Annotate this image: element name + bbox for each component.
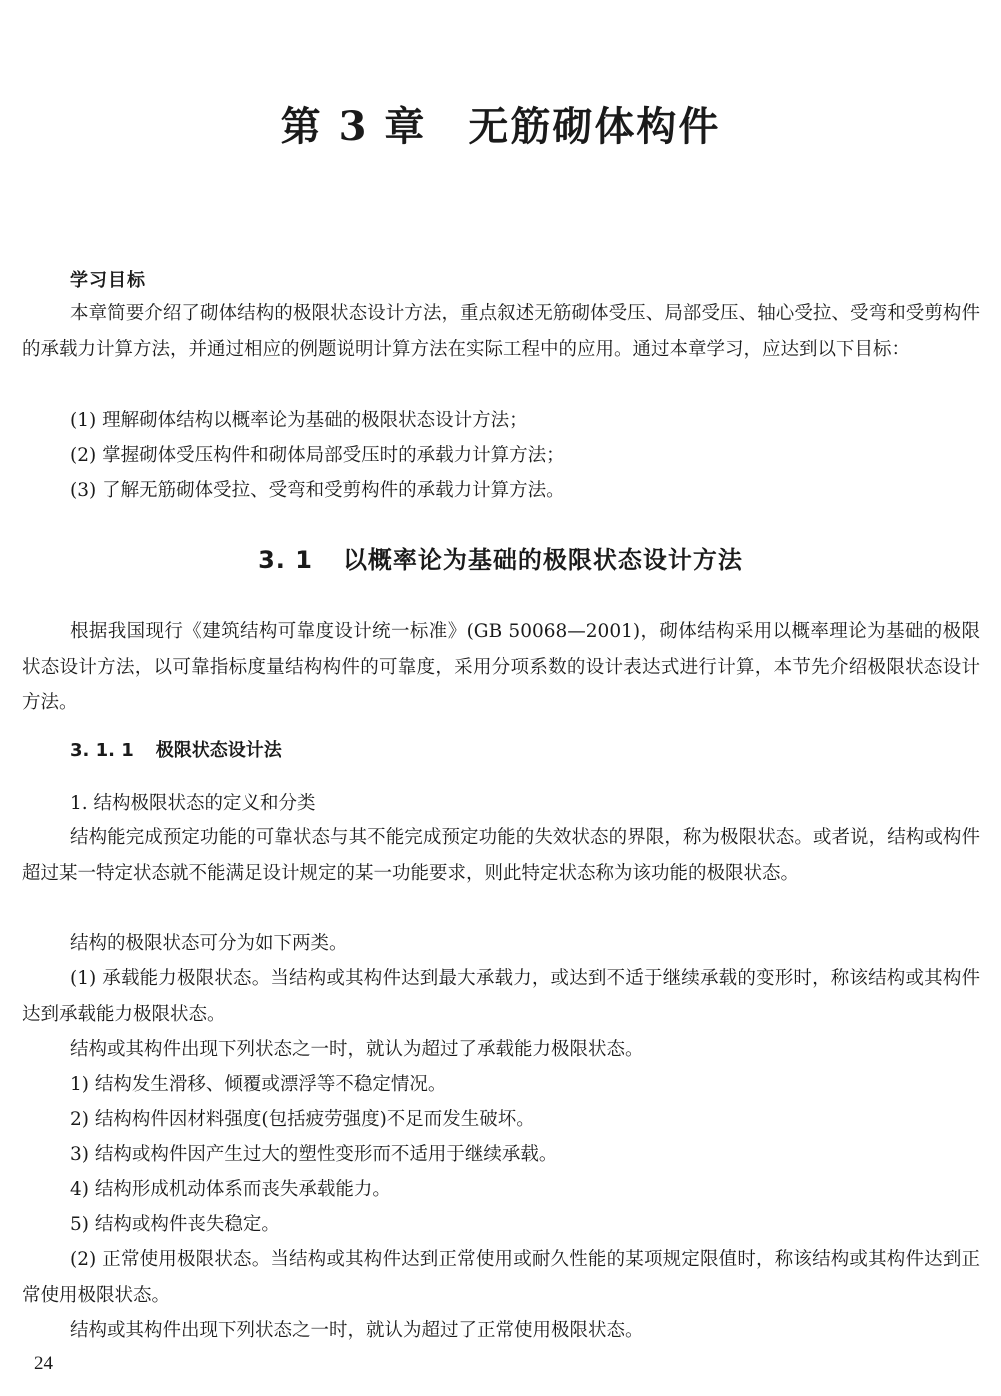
ultimate-item-5: 5) 结构或构件丧失稳定。 [70, 1214, 280, 1235]
section-intro: 根据我国现行《建筑结构可靠度设计统一标准》(GB 50068—2001)，砌体结构采用以概率理论为基础的极限状态设计方法，以可靠指标度量结构构件的可靠度，采用分项系数的设计表达式进行计算，本节先介绍极限状态设计方法。 [22, 621, 980, 713]
ultimate-item-4: 4) 结构形成机动体系而丧失承载能力。 [70, 1179, 391, 1200]
objectives-heading: 学习目标 [70, 270, 146, 291]
chapter-title: 第 3 章 无筋砌体构件 [280, 103, 721, 150]
ultimate-item-2: 2) 结构构件因材料强度(包括疲劳强度)不足而发生破坏。 [70, 1109, 535, 1130]
ultimate-limit-state: (1) 承载能力极限状态。当结构或其构件达到最大承载力，或达到不适于继续承载的变形时，称该结构或其构件达到承载能力极限状态。 [22, 968, 980, 1025]
objective-item-2: (2) 掌握砌体受压构件和砌体局部受压时的承载力计算方法； [70, 445, 565, 466]
limit-state-definition: 结构能完成预定功能的可靠状态与其不能完成预定功能的失效状态的界限，称为极限状态。或者说，结构或构件超过某一特定状态就不能满足设计规定的某一功能要求，则此特定状态称为该功能的极限状态。 [22, 827, 980, 884]
section-heading [0, 540, 1001, 575]
subsection-number: 3. 1. 1 [70, 740, 134, 761]
objectives-intro: 本章简要介绍了砌体结构的极限状态设计方法，重点叙述无筋砌体受压、局部受压、轴心受拉、受弯和受剪构件的承载力计算方法，并通过相应的例题说明计算方法在实际工程中的应用。通过本章学习，应达到以下目标： [22, 303, 980, 360]
serviceability-limit-state: (2) 正常使用极限状态。当结构或其构件达到正常使用或耐久性能的某项规定限值时，称该结构或其构件达到正常使用极限状态。 [22, 1249, 980, 1306]
page-number: 24 [34, 1353, 53, 1374]
subsection-title: 极限状态设计法 [155, 740, 282, 761]
two-types-line: 结构的极限状态可分为如下两类。 [70, 933, 348, 954]
section-title: 以概率论为基础的极限状态设计方法 [342, 546, 743, 574]
subsection-heading [70, 736, 282, 762]
ultimate-item-1: 1) 结构发生滑移、倾覆或漂浮等不稳定情况。 [70, 1074, 447, 1095]
section-number: 3. 1 [258, 546, 313, 574]
objective-item-1: (1) 理解砌体结构以概率论为基础的极限状态设计方法； [70, 410, 528, 431]
ultimate-lead: 结构或其构件出现下列状态之一时，就认为超过了承载能力极限状态。 [70, 1039, 644, 1060]
objective-item-3: (3) 了解无筋砌体受拉、受弯和受剪构件的承载力计算方法。 [70, 480, 565, 501]
ultimate-item-3: 3) 结构或构件因产生过大的塑性变形而不适用于继续承载。 [70, 1144, 558, 1165]
serviceability-lead: 结构或其构件出现下列状态之一时，就认为超过了正常使用极限状态。 [70, 1320, 644, 1341]
item-heading: 1. 结构极限状态的定义和分类 [70, 793, 316, 814]
